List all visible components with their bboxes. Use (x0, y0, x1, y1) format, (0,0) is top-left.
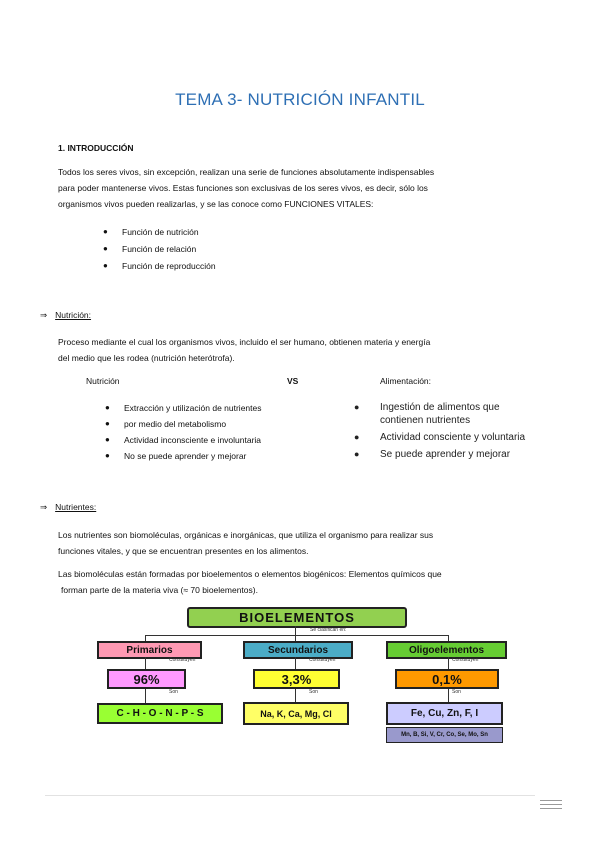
intro-paragraph (58, 164, 434, 212)
alimentacion-item: ● Actividad consciente y voluntaria (354, 432, 526, 443)
nutricion-heading: ⇒ Nutrición: (40, 310, 92, 320)
percent-oligoelementos: 0,1% (395, 669, 499, 689)
elements-oligo-extra: Mn, B, Si, V, Cr, Co, Se, Mo, Sn (386, 727, 503, 743)
connector-line (295, 657, 296, 669)
bullet-icon: ● (354, 449, 360, 459)
son-label: Son (309, 689, 318, 695)
nutricion-line: Proceso mediante el cual los organismos vivos, incluido el ser humano, obtienen materia y energía (58, 337, 431, 347)
bullet-icon: ● (103, 244, 108, 253)
elements-oligoelementos: Fe, Cu, Zn, F, I (386, 702, 503, 725)
biomoleculas-paragraph (58, 566, 442, 598)
biomoleculas-line: Las biomoléculas están formadas por bioelementos o elementos biogénicos: Elementos químicos que (58, 569, 442, 579)
bullet-icon: ● (105, 451, 110, 460)
intro-heading: 1. INTRODUCCIÓN (58, 143, 134, 153)
son-label: Son (452, 689, 461, 695)
nutrientes-heading: ⇒ Nutrientes: (40, 502, 97, 512)
category-oligoelementos: Oligoelementos (386, 641, 507, 659)
bullet-icon: ● (105, 403, 110, 412)
nutricion-line: del medio que les rodea (nutrición heterótrofa). (58, 353, 235, 363)
son-label: Son (169, 689, 178, 695)
constituyen-label: Constituyen (309, 657, 336, 663)
connector-line (448, 689, 449, 703)
constituyen-label: Constituyen (452, 657, 479, 663)
intro-line: Todos los seres vivos, sin excepción, realizan una serie de funciones absolutamente indispensables (58, 167, 435, 177)
connector-line (145, 635, 448, 636)
bullet-icon: ● (103, 227, 108, 236)
vs-label: VS (287, 376, 299, 386)
connector-line (295, 689, 296, 703)
bullet-icon: ● (105, 435, 110, 444)
elements-secundarios: Na, K, Ca, Mg, Cl (243, 702, 349, 725)
bioelementos-diagram (97, 605, 505, 745)
intro-line: para poder mantenerse vivos. Estas funciones son exclusivas de los seres vivos, es decir, sólo los (58, 183, 428, 193)
nutricion-item: ● Actividad inconsciente e involuntaria (105, 435, 262, 445)
connector-line (145, 689, 146, 703)
alimentacion-item: ● Ingestión de alimentos que (354, 402, 500, 413)
bullet-icon: ● (105, 419, 110, 428)
connector-line (448, 657, 449, 669)
bullet-icon: ● (103, 261, 108, 270)
bullet-icon: ● (354, 432, 360, 442)
constituyen-label: Constituyen (169, 657, 196, 663)
page-footer-mark (540, 800, 562, 812)
arrow-right-icon: ⇒ (40, 310, 48, 320)
column-nutricion-label: Nutrición (86, 376, 120, 386)
intro-line: organismos vivos pueden realizarlas, y se las conoce como FUNCIONES VITALES: (58, 199, 374, 209)
page-title: TEMA 3- NUTRICIÓN INFANTIL (175, 90, 425, 109)
elements-primarios: C - H - O - N - P - S (97, 703, 223, 724)
column-alimentacion-label: Alimentación: (380, 376, 432, 386)
connector-line (295, 626, 296, 635)
nutricion-item: ● Extracción y utilización de nutrientes (105, 403, 262, 413)
nutricion-paragraph (58, 334, 430, 366)
biomoleculas-line: forman parte de la materia viva (≈ 70 bioelementos). (61, 585, 258, 595)
connector-line (145, 657, 146, 669)
function-item: ● Función de nutrición (103, 227, 199, 237)
nutrientes-line: Los nutrientes son biomoléculas, orgánicas e inorgánicas, que utiliza el organismo para realizar sus (58, 530, 434, 540)
category-primarios: Primarios (97, 641, 202, 659)
percent-primarios: 96% (107, 669, 186, 689)
footer-divider (45, 795, 535, 796)
function-item: ● Función de relación (103, 244, 197, 254)
arrow-right-icon: ⇒ (40, 502, 48, 512)
diagram-subtitle: Se clasifican en: (310, 627, 347, 633)
percent-secundarios: 3,3% (253, 669, 340, 689)
alimentacion-item-cont: contienen nutrientes (380, 415, 471, 426)
bullet-icon: ● (354, 402, 360, 412)
category-secundarios: Secundarios (243, 641, 353, 659)
nutricion-item: ● No se puede aprender y mejorar (105, 451, 247, 461)
nutricion-item: ● por medio del metabolismo (105, 419, 227, 429)
alimentacion-item: ● Se puede aprender y mejorar (354, 449, 511, 460)
nutrientes-line: funciones vitales, y que se encuentran presentes en los alimentos. (58, 546, 309, 556)
diagram-title: BIOELEMENTOS (187, 607, 407, 628)
nutrientes-paragraph (58, 527, 433, 559)
function-item: ● Función de reproducción (103, 261, 216, 271)
